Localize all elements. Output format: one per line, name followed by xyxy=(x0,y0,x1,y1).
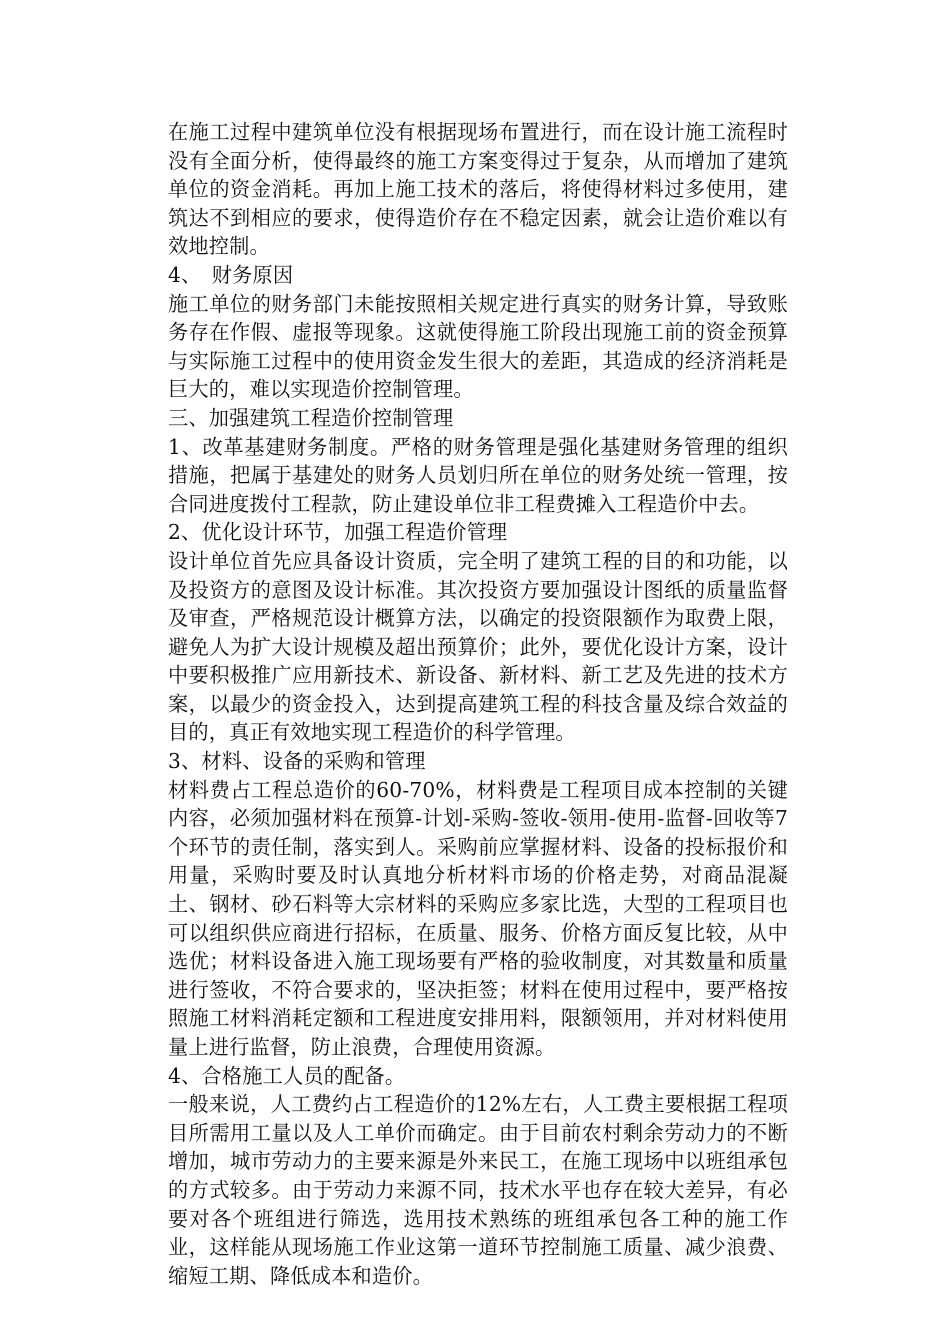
heading-qualified-personnel: 4、合格施工人员的配备。 xyxy=(168,1063,406,1088)
document-body xyxy=(168,118,788,1290)
paragraph-labor-cost: 一般来说，人工费约占工程造价的12%左右，人工费主要根据工程项目所需用工量以及人工单价而确定。由于目前农村剩余劳动力的不断增加，城市劳动力的主要来源是外来民工，在施工现场中以班组承包的方式较多。由于劳动力来源不同，技术水平也存在较大差异，有必要对各个班组进行筛选，选用技术熟练的班组承包各工种的施工作业，这样能从现场施工作业这第一道环节控制施工质量、减少浪费、缩短工期、降低成本和造价。 xyxy=(168,1092,788,1288)
heading-financial-reasons: 4、 财务原因 xyxy=(168,262,294,287)
paragraph-financial-department: 施工单位的财务部门未能按照相关规定进行真实的财务计算，导致账务存在作假、虚报等现象。这就使得施工阶段出现施工前的资金预算与实际施工过程中的使用资金发生很大的差距，其造成的经济消耗是巨大的，难以实现造价控制管理。 xyxy=(168,291,788,402)
heading-strengthen-cost-control: 三、加强建筑工程造价控制管理 xyxy=(168,405,454,430)
paragraph-design-unit: 设计单位首先应具备设计资质，完全明了建筑工程的目的和功能，以及投资方的意图及设计标准。其次投资方要加强设计图纸的质量监督及审查，严格规范设计概算方法，以确定的投资限额作为取费上限，避免人为扩大设计规模及超出预算价；此外，要优化设计方案，设计中要积极推广应用新技术、新设备、新材料、新工艺及先进的技术方案，以最少的资金投入，达到提高建筑工程的科技含量及综合效益的目的，真正有效地实现工程造价的科学管理。 xyxy=(168,548,788,745)
paragraph-construction-layout: 在施工过程中建筑单位没有根据现场布置进行，而在设计施工流程时没有全面分析，使得最终的施工方案变得过于复杂，从而增加了建筑单位的资金消耗。再加上施工技术的落后，将使得材料过多使用，建筑达不到相应的要求，使得造价存在不稳定因素，就会让造价难以有效地控制。 xyxy=(168,120,788,259)
heading-optimize-design: 2、优化设计环节，加强工程造价管理 xyxy=(168,520,508,545)
heading-material-procurement: 3、材料、设备的采购和管理 xyxy=(168,749,426,774)
paragraph-material-cost: 材料费占工程总造价的60-70%，材料费是工程项目成本控制的关键内容，必须加强材料在预算-计划-采购-签收-领用-使用-监督-回收等7个环节的责任制，落实到人。采购前应掌握材料、设备的投标报价和用量，采购时要及时认真地分析材料市场的价格走势，对商品混凝土、钢材、砂石料等大宗材料的采购应多家比选，大型的工程项目也可以组织供应商进行招标，在质量、服务、价格方面反复比较，从中选优；材料设备进入施工现场要有严格的验收制度，对其数量和质量进行签收，不符合要求的，坚决拒签；材料在使用过程中，要严格按照施工材料消耗定额和工程进度安排用料，限额领用，并对材料使用量上进行监督，防止浪费，合理使用资源。 xyxy=(168,777,788,1059)
paragraph-reform-finance-system: 1、改革基建财务制度。严格的财务管理是强化基建财务管理的组织措施，把属于基建处的财务人员划归所在单位的财务处统一管理，按合同进度拨付工程款，防止建设单位非工程费摊入工程造价中去。 xyxy=(168,434,788,516)
